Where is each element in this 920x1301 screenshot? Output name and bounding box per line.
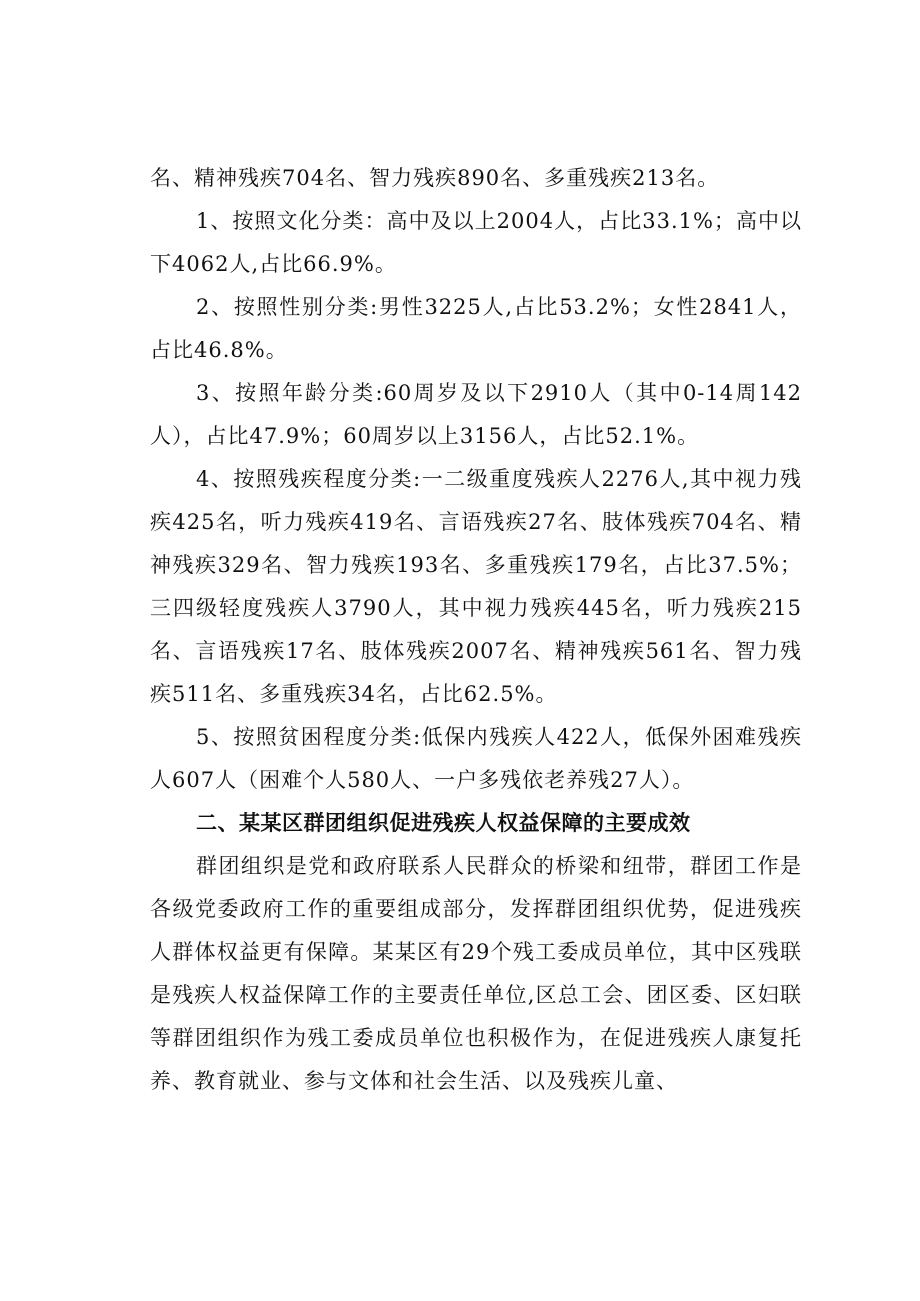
document-body bbox=[150, 157, 802, 1103]
paragraph-age-classification: 3、按照年龄分类:60周岁及以下2910人（其中0-14周142人），占比47.9%；60周岁以上3156人，占比52.1%。 bbox=[150, 381, 802, 448]
paragraph-section-body: 群团组织是党和政府联系人民群众的桥梁和纽带，群团工作是各级党委政府工作的重要组成部分，发挥群团组织优势，促进残疾人群体权益更有保障。某某区有29个残工委成员单位，其中区残联是残疾人权益保障工作的主要责任单位,区总工会、团区委、区妇联等群团组织作为残工委成员单位也积极作为，在促进残疾人康复托养、教育就业、参与文体和社会生活、以及残疾儿童、 bbox=[150, 854, 802, 1093]
paragraph-continuation: 名、精神残疾704名、智力残疾890名、多重残疾213名。 bbox=[150, 166, 720, 190]
section-heading: 二、某某区群团组织促进残疾人权益保障的主要成效 bbox=[196, 811, 691, 835]
paragraph-poverty-classification: 5、按照贫困程度分类:低保内残疾人422人，低保外困难残疾人607人（困难个人580人、一户多残依老养残27人）。 bbox=[150, 725, 802, 792]
paragraph-gender-classification: 2、按照性别分类:男性3225人,占比53.2%；女性2841人，占比46.8%。 bbox=[150, 295, 802, 362]
paragraph-education-classification: 1、按照文化分类：高中及以上2004人，占比33.1%；高中以下4062人,占比66.9%。 bbox=[150, 209, 802, 276]
paragraph-disability-degree-classification: 4、按照残疾程度分类:一二级重度残疾人2276人,其中视力残疾425名，听力残疾419名、言语残疾27名、肢体残疾704名、精神残疾329名、智力残疾193名、多重残疾179名，占比37.5%；三四级轻度残疾人3790人，其中视力残疾445名，听力残疾215名、言语残疾17名、肢体残疾2007名、精神残疾561名、智力残疾511名、多重残疾34名，占比62.5%。 bbox=[150, 467, 802, 706]
